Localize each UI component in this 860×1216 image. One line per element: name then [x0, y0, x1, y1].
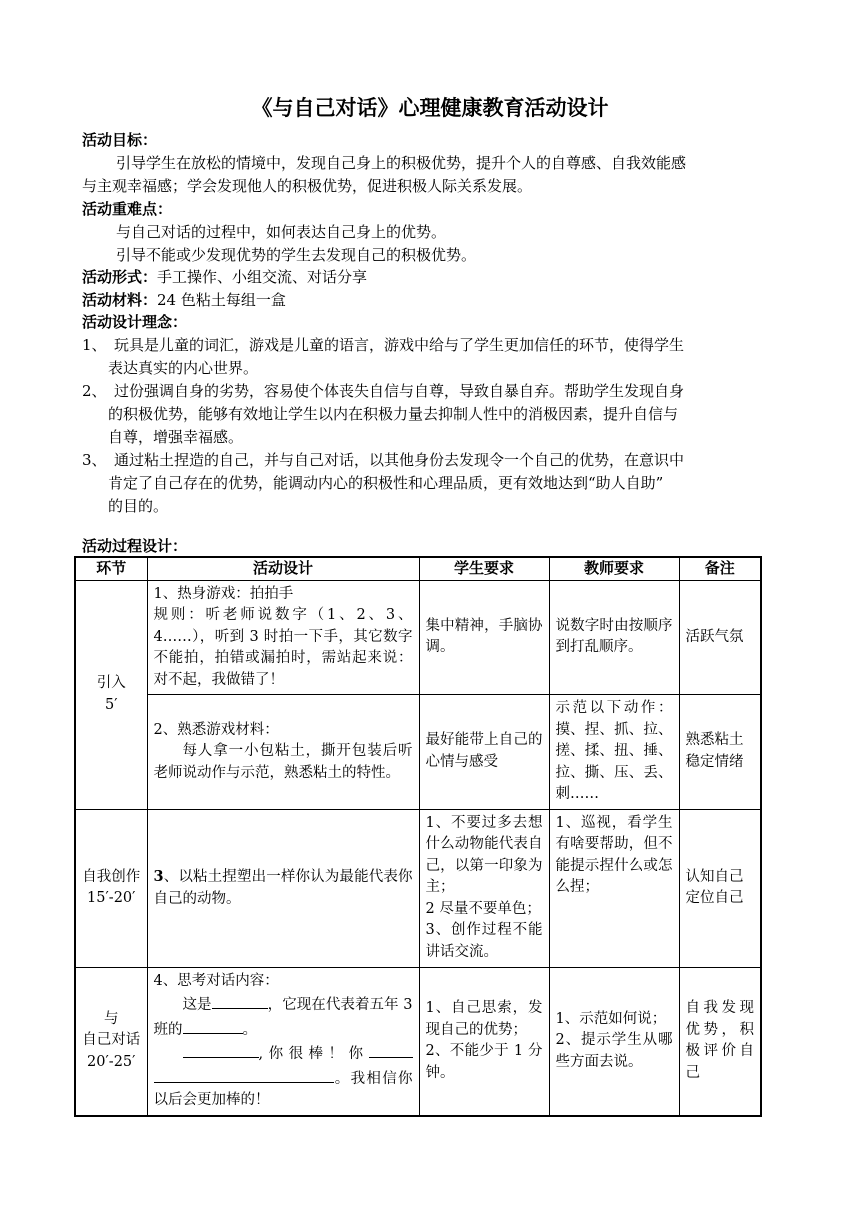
concept-item-2-number: 2、	[82, 382, 107, 400]
dialogue-text: ,你很棒！你	[258, 1046, 369, 1062]
student-line: 1、不要过多去想什么动物能代表自己，以第一印象为主；	[425, 814, 543, 895]
stage-cell-create	[75, 809, 147, 967]
header-design: 活动设计	[147, 557, 419, 580]
concept-item-2-line1: 过份强调自身的劣势，容易使个体丧失自信与自尊，导致自暴自弃。帮助学生发现自身	[114, 382, 685, 400]
dialogue-template-2	[154, 1041, 413, 1112]
header-teacher: 教师要求	[549, 557, 679, 580]
design-title: 1、热身游戏：拍拍手	[153, 585, 294, 602]
student-cell	[419, 809, 549, 967]
note-cell	[679, 695, 761, 810]
table-row	[75, 580, 761, 695]
note-line: 熟悉粘土	[685, 732, 744, 749]
form-heading: 活动形式：	[82, 268, 158, 286]
design-body: 、以粘土捏塑出一样你认为最能代表你自己的动物。	[153, 869, 413, 907]
stage-cell-intro	[75, 580, 147, 809]
design-body: 每人拿一小包粘土，撕开包装后听老师说动作与示范，熟悉粘土的特性。	[153, 743, 413, 781]
concept-item-3-line1: 通过粘土捏造的自己，并与自己对话，以其他身份去发现令一个自己的优势，在意识中	[114, 451, 685, 469]
concept-item-3-line2: 肯定了自己存在的优势，能调动内心的积极性和心理品质，更有效地达到“助人自助”	[108, 474, 664, 492]
concept-item-3-number: 3、	[82, 451, 107, 469]
stage-duration: 20′-25′	[87, 1053, 136, 1070]
key-heading: 活动重难点：	[82, 200, 173, 218]
design-cell	[147, 809, 419, 967]
material-line	[82, 289, 286, 311]
material-value: 24 色粘土每组一盒	[157, 291, 286, 309]
table-row	[75, 809, 761, 967]
concept-heading: 活动设计理念：	[82, 313, 188, 331]
teacher-line: 2、提示学生从哪些方面去说。	[555, 1032, 673, 1070]
student-line: 2 尽量不要单色；	[425, 900, 541, 917]
header-note: 备注	[679, 557, 761, 580]
blank-line	[183, 1017, 243, 1034]
teacher-cell: 说数字时由按顺序到打乱顺序。	[549, 580, 679, 695]
header-stage: 环节	[75, 557, 147, 580]
design-title: 4、思考对话内容：	[153, 972, 279, 989]
stage-duration: 5′	[104, 696, 118, 713]
material-heading: 活动材料：	[82, 291, 158, 309]
stage-cell-dialogue	[75, 967, 147, 1116]
stage-label: 引入	[96, 675, 126, 691]
dialogue-text: 。我相信你以后会更加棒的！	[153, 1070, 413, 1108]
design-cell	[147, 967, 419, 1116]
goal-heading: 活动目标：	[82, 131, 158, 149]
blank-line	[369, 1041, 413, 1058]
form-value: 手工操作、小组交流、对话分享	[157, 268, 368, 286]
student-line: 1、自己思索，发现自己的优势；	[425, 1000, 543, 1038]
note-line: 认知自己	[685, 868, 744, 885]
note-line: 定位自己	[685, 890, 744, 906]
blank-line	[212, 992, 268, 1009]
note-cell	[679, 809, 761, 967]
stage-label: 与	[104, 1010, 119, 1027]
design-body: 规则：听老师说数字（1、2、3、4……），听到 3 时拍一下手，其它数字不能拍，拍错或漏拍时，需站起来说：对不起，我做错了！	[153, 607, 413, 688]
table-row	[75, 695, 761, 810]
table-header-row	[75, 557, 761, 580]
stage-label: 自我创作	[82, 868, 141, 885]
dialogue-text: 这是	[182, 997, 212, 1013]
concept-item-2-line3: 自尊，增强幸福感。	[108, 428, 244, 446]
concept-item-1-line1: 玩具是儿童的词汇，游戏是儿童的语言，游戏中给与了学生更加信任的环节，使得学生	[114, 336, 685, 354]
key-text-line2: 引导不能或少发现优势的学生去发现自己的积极优势。	[116, 246, 477, 264]
goal-text-line1: 引导学生在放松的情境中，发现自己身上的积极优势，提升个人的自尊感、自我效能感	[116, 154, 687, 172]
note-line: 稳定情绪	[685, 753, 744, 770]
process-heading: 活动过程设计：	[82, 537, 188, 555]
header-student: 学生要求	[419, 557, 549, 580]
student-line: 2、不能少于 1 分钟。	[425, 1043, 543, 1081]
teacher-line: 1、示范如何说；	[555, 1010, 667, 1027]
student-cell	[419, 967, 549, 1116]
concept-item-2-line2: 的积极优势，能够有效地让学生以内在积极力量去抑制人性中的消极因素，提升自信与	[108, 405, 679, 423]
teacher-cell: 1、巡视，看学生有啥要帮助，但不能提示捏什么或怎么捏；	[549, 809, 679, 967]
design-title: 2、熟悉游戏材料：	[153, 721, 279, 738]
dialogue-text: 。	[242, 1021, 257, 1038]
teacher-cell: 示范以下动作：摸、捏、抓、拉、搓、揉、扭、捶、拉、撕、压、丢、刺……	[549, 695, 679, 810]
process-table	[74, 556, 762, 1117]
design-cell	[147, 580, 419, 695]
design-number: 3	[153, 868, 164, 885]
blank-line	[154, 1066, 334, 1083]
concept-item-1-number: 1、	[82, 336, 107, 354]
note-cell: 活跃气氛	[679, 580, 761, 695]
blank-line	[183, 1041, 259, 1058]
student-cell: 最好能带上自己的心情与感受	[419, 695, 549, 810]
concept-item-3-line3: 的目的。	[108, 497, 169, 515]
dialogue-template-1	[154, 992, 413, 1041]
form-line	[82, 266, 367, 288]
document-title: 《与自己对话》心理健康教育活动设计	[251, 96, 609, 120]
teacher-cell	[549, 967, 679, 1116]
note-cell: 自我发现优势，积极评价自己	[679, 967, 761, 1116]
design-cell	[147, 695, 419, 810]
student-line: 3、创作过程不能讲话交流。	[425, 922, 543, 960]
goal-text-line2: 与主观幸福感；学会发现他人的积极优势，促进积极人际关系发展。	[82, 177, 533, 195]
student-cell: 集中精神，手脑协调。	[419, 580, 549, 695]
stage-label: 自己对话	[82, 1032, 141, 1049]
concept-item-1-line2: 表达真实的内心世界。	[108, 359, 259, 377]
stage-duration: 15′-20′	[87, 890, 136, 906]
key-text-line1: 与自己对话的过程中，如何表达自己身上的优势。	[116, 223, 447, 241]
dialogue-text: ，它现在代表着五年 3 班的	[153, 997, 413, 1038]
table-row	[75, 967, 761, 1116]
